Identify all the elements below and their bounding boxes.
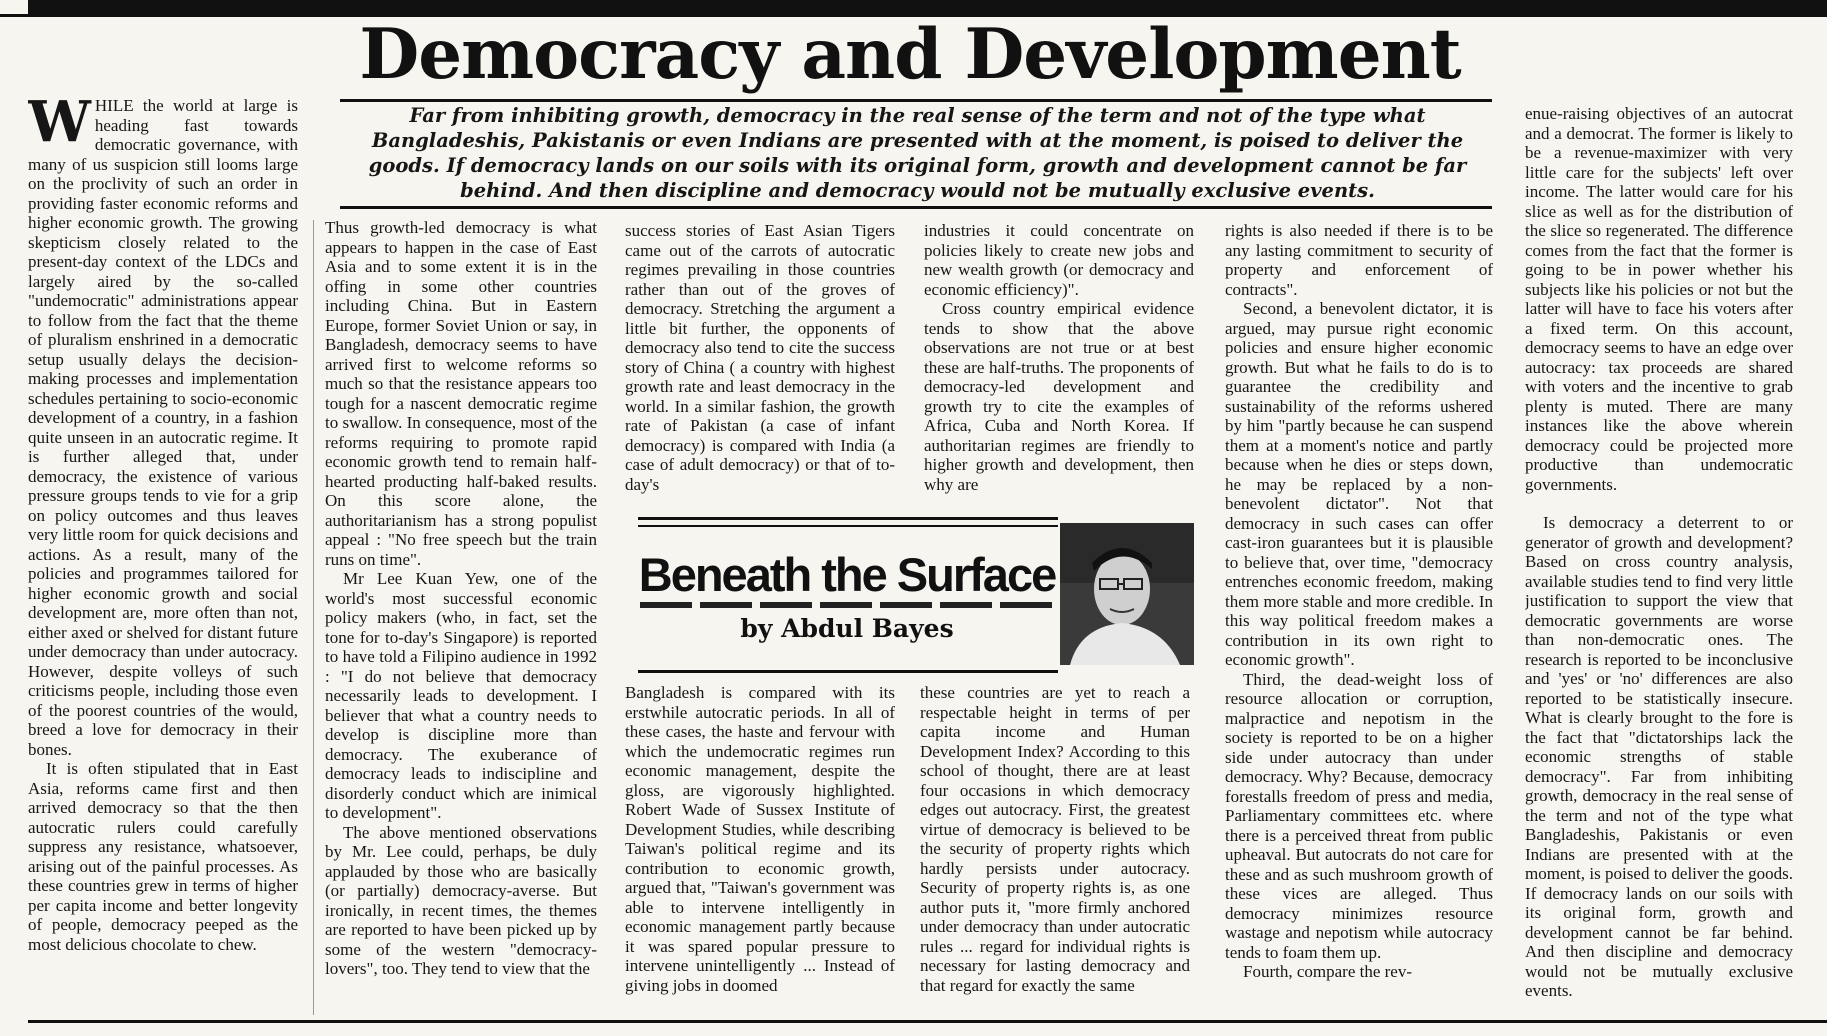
deck-standfirst: Far from inhibiting growth, democracy in the real sense of the term and not of the type what Bangladeshis, Pakistanis or even Indians are presented with at the moment, is poised to deliver the goods. If democracy lands on our soils with its original form, growth and development cannot be far behind. And then discipline and democracy would not be mutually exclusive events. [368,104,1467,202]
banner-dash [1000,602,1052,608]
column-1 [28,96,298,1018]
column-5 [1225,221,1493,1017]
bottom-border [28,1020,1827,1023]
deck-top-rule [340,99,1492,102]
headline: Democracy and Development [359,14,1461,95]
column-6 [1525,104,1793,1016]
paragraph [28,96,298,759]
paragraph: rights is also needed if there is to be any lasting commitment to security of property and enforcement of contracts". [1225,221,1493,299]
banner-dash [820,602,872,608]
deck-bottom-rule [340,206,1492,209]
top-border [28,0,1827,14]
paragraph: Is democracy a deterrent to or generator of growth and development? Based on cross country analysis, available studies tend to find very little justification to support the view that democratic governments are worse than non-democratic ones. The research is reported to be inconclusive and 'yes' or 'no' differences are also reported to be statistically insecure. What is clearly brought to the fore is the fact that "dictatorships lack the economic strengths of stable democracy". Far from inhibiting growth, democracy in the real sense of the term and not of the type what Bangladeshis, Pakistanis or even Indians are presented with at the moment, is poised to deliver the goods. If democracy lands on our soils with its original form, growth and development cannot be far behind. And then discipline and democracy would not be mutually exclusive events. [1525,513,1793,1000]
paragraph: Mr Lee Kuan Yew, one of the world's most successful economic policy makers (who, in fact, set the tone for to-day's Singapore) is reported to have told a Filipino audience in 1992 : "I do not believe that democracy necessarily leads to development. I believer that what a country needs to develop is discipline more than democracy. The exuberance of democracy leads to indiscipline and disorderly conduct which are inimical to development". [325,569,597,822]
column-divider [313,220,314,1015]
banner-rule-bottom [638,670,1058,673]
paragraph: success stories of East Asian Tigers came out of the carrots of autocratic regimes prevailing in those countries rather than out of the groves of democracy. Stretching the argument a little bit further, the opponents of democracy also tend to cite the success story of China ( a country with highest growth rate and least democracy in the world. In a similar fashion, the growth rate of Pakistan (a case of infant democracy) is compared with India (a case of adult democracy) or that of to-day's [625,221,895,494]
paragraph: enue-raising objectives of an autocrat and a democrat. The former is likely to be a revenue-maximizer with very little care for the subjects' left over income. The latter would care for his slice as well as for the distribution of the slice so regenerated. The difference comes from the fact that the former is going to be in power whether his subjects like his policies or not but the latter will have to face his voters after a fixed term. On this account, democracy seems to have an edge over autocracy: tax proceeds are shared with voters and the incentive to grab plenty is muted. There are many instances like the above wherein democracy could be projected more productive than undemocratic governments. [1525,104,1793,494]
column-banner [638,518,1056,670]
paragraph: Bangladesh is compared with its erstwhile autocratic periods. In all of these cases, the haste and fervour with which the undemocratic regimes run economic management, despite the gloss, are vigorously highlighted. Robert Wade of Sussex Institute of Development Studies, while describing Taiwan's political regime and its contribution to economic growth, argued that, "Taiwan's government was able to intervene intelligently in economic management partly because it was spared popular pressure to intervene unintelligently ... Instead of giving jobs in doomed [625,683,895,995]
paragraph: these countries are yet to reach a respectable height in terms of per capita income and Human Development Index? According to this school of thought, there are at least four occasions in which democracy edges out autocracy. First, the greatest virtue of democracy is believed to be the security of property rights which hardly persists under autocracy. Security of property rights is, as one author puts it, "more firmly anchored under democracy than under autocratic rules ... regard for individual rights is necessary for lasting democracy and that regard for exactly the same [920,683,1190,995]
banner-dash [640,602,692,608]
column-name: Beneath the Surface [638,548,1056,601]
paragraph-text: HILE the world at large is heading fast towards democratic governance, with many of us suspicion still looms large on the proclivity of such an order in providing faster economic reforms and higher economic growth. The growing skepticism closely related to the present-day context of the LDCs and largely aired by the so-called "undemocratic" administrations appear to follow from the fact that the theme of pluralism enshrined in a democratic setup usually delays the decision-making processes and implementation schedules pertaining to socio-economic development of a country, in a fashion quite unseen in an autocratic regime. It is further alleged that, under democracy, the existence of various pressure groups tends to vie for a grip on policy outcomes and thus leaves very little room for quick decisions and actions. As a result, many of the policies and programmes tailored for higher economic growth and social development are, more often than not, either axed or shelved for distant future under democracy than under autocracy. However, despite volleys of such criticisms people, including those even of the poorest countries of the would, breed a love for democracy in their bones. [28,96,298,759]
paragraph: It is often stipulated that in East Asia, reforms came first and then arrived democracy so that the then autocratic rulers could carefully suppress any resistance, whatsoever, arising out of the painful processes. As these countries grew in terms of higher per capita income and better longevity of people, democracy peeped as the most delicious chocolate to chew. [28,759,298,954]
column-3-top [625,221,895,503]
column-2 [325,218,597,1018]
banner-dash [940,602,992,608]
banner-dash [760,602,812,608]
column-4-bottom [920,683,1190,1015]
banner-dash [880,602,932,608]
paragraph: The above mentioned observations by Mr. Lee could, perhaps, be duly applauded by those who are basically (or partially) democracy-averse. But ironically, in recent times, the themes are reported to have been picked up by some of the western "democracy-lovers", too. They tend to view that the [325,822,597,978]
column-3-bottom [625,683,895,1015]
column-4-top [924,221,1194,503]
paragraph: Fourth, compare the rev- [1243,962,1412,981]
paragraph: Third, the dead-weight loss of resource allocation or corruption, malpractice and nepotism in the society is reported to be on a higher side under autocracy than under democracy. Why? Because, democracy forestalls freedom of press and media, Parliamentary committees etc. where there is a perceived threat from public upheaval. But autocrats do not care for these and as such mushroom growth of these vices are alleged. Thus democracy minimizes resource wastage and nepotism while autocracy tends to foam them up. [1225,669,1493,962]
drop-cap: W [28,96,91,155]
paragraph: Cross country empirical evidence tends to show that the above observations are not true or at best these are half-truths. The proponents of democracy-led development and growth try to cite the examples of Africa, Cuba and North Korea. If authoritarian regimes are friendly to higher growth and development, then why are [924,299,1194,494]
author-photo [1060,523,1194,665]
byline: by Abdul Bayes [740,614,954,643]
paragraph: industries it could concentrate on policies likely to create new jobs and new wealth growth (or democracy and economic efficiency)". [924,221,1194,299]
paragraph: Second, a benevolent dictator, it is argued, may pursue right economic policies and ensure higher economic growth. But what he fails to do is to guarantee the credibility and sustainability of the reforms ushered by him "partly because he can suspend them at a moment's notice and partly because when he dies or steps down, he may be replaced by a non-benevolent dictator". Not that democracy in such cases can offer cast-iron guarantees but it is plausible to believe that, over time, "democracy entrenches economic freedom, making them more stable and more credible. In this way political freedom makes a contribution in its own right to economic growth". [1225,299,1493,669]
banner-dash [700,602,752,608]
paragraph: Thus growth-led democracy is what appears to happen in the case of East Asia and to some extent it is in the offing in some other countries including China. But in Eastern Europe, former Soviet Union or say, in Bangladesh, democracy seems to have arrived first to welcome reforms so much so that the resistance appears too tough for a nascent democratic regime to swallow. In consequence, most of the reforms requiring to promote rapid economic growth tend to remain half-hearted producting half-baked results. On this score alone, the authoritarianism has a strong populist appeal : "No free speech but the train runs on time". [325,218,597,569]
